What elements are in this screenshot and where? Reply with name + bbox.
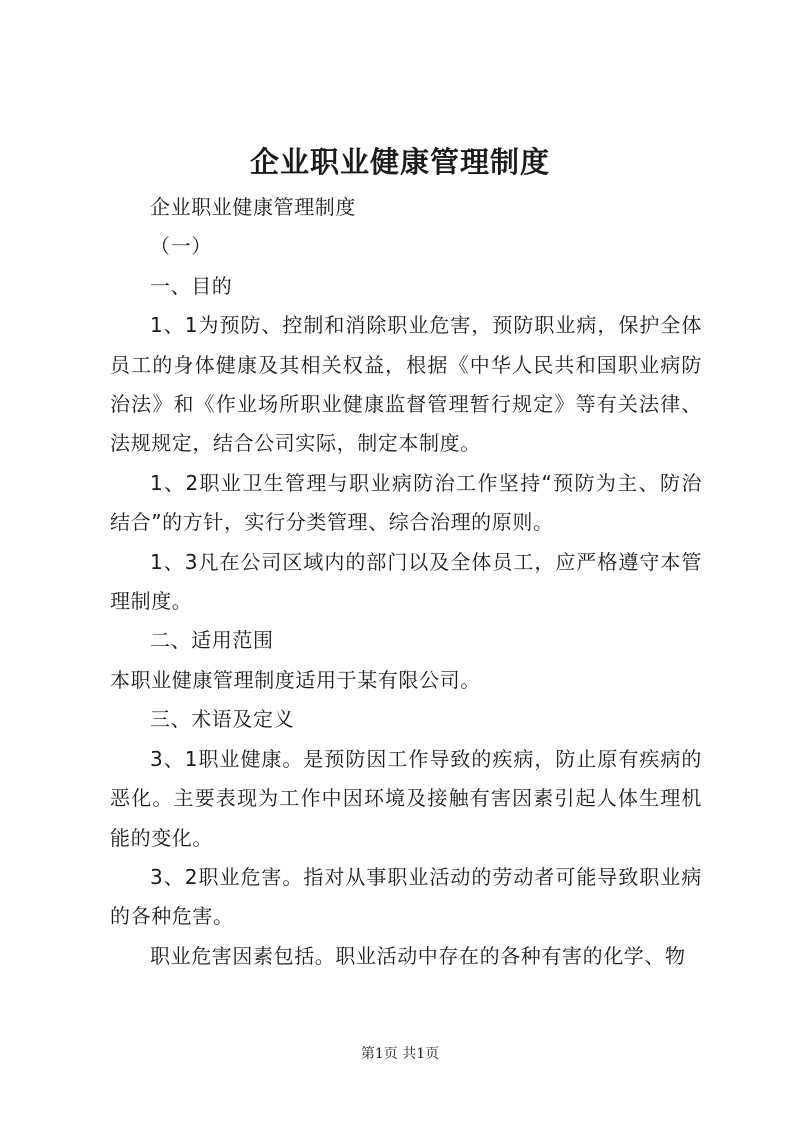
paragraph-3-2: 3、2职业危害。指对从事职业活动的劳动者可能导致职业病的各种危害。 xyxy=(110,864,702,929)
paragraph-1-3: 1、3凡在公司区域内的部门以及全体员工，应严格遵守本管理制度。 xyxy=(110,549,702,614)
paragraph-subtitle: 企业职业健康管理制度 xyxy=(150,195,356,219)
document-title: 企业职业健康管理制度 xyxy=(249,145,550,179)
page-footer: 第1页 共1页 xyxy=(360,1046,440,1062)
paragraph-scope: 本职业健康管理制度适用于某有限公司。 xyxy=(110,667,481,692)
heading-scope: 二、适用范围 xyxy=(150,628,274,653)
document-body xyxy=(110,188,702,976)
paragraph-1-2: 1、2职业卫生管理与职业病防治工作坚持“预防为主、防治结合”的方针，实行分类管理、综合治理的原则。 xyxy=(110,470,702,535)
heading-purpose: 一、目的 xyxy=(150,273,233,298)
paragraph-1-1: 1、1为预防、控制和消除职业危害，预防职业病，保护全体员工的身体健康及其相关权益，根据《中华人民共和国职业病防治法》和《作业场所职业健康监督管理暂行规定》等有关法律、法规规定，结合公司实际，制定本制度。 xyxy=(110,313,702,456)
paragraph-3-1: 3、1职业健康。是预防因工作导致的疾病，防止原有疾病的恶化。主要表现为工作中因环境及接触有害因素引起人体生理机能的变化。 xyxy=(110,746,702,850)
paragraph-section-number: （一） xyxy=(150,234,212,259)
paragraph-hazard-factors: 职业危害因素包括。职业活动中存在的各种有害的化学、物 xyxy=(150,943,686,968)
heading-definitions: 三、术语及定义 xyxy=(150,707,295,732)
